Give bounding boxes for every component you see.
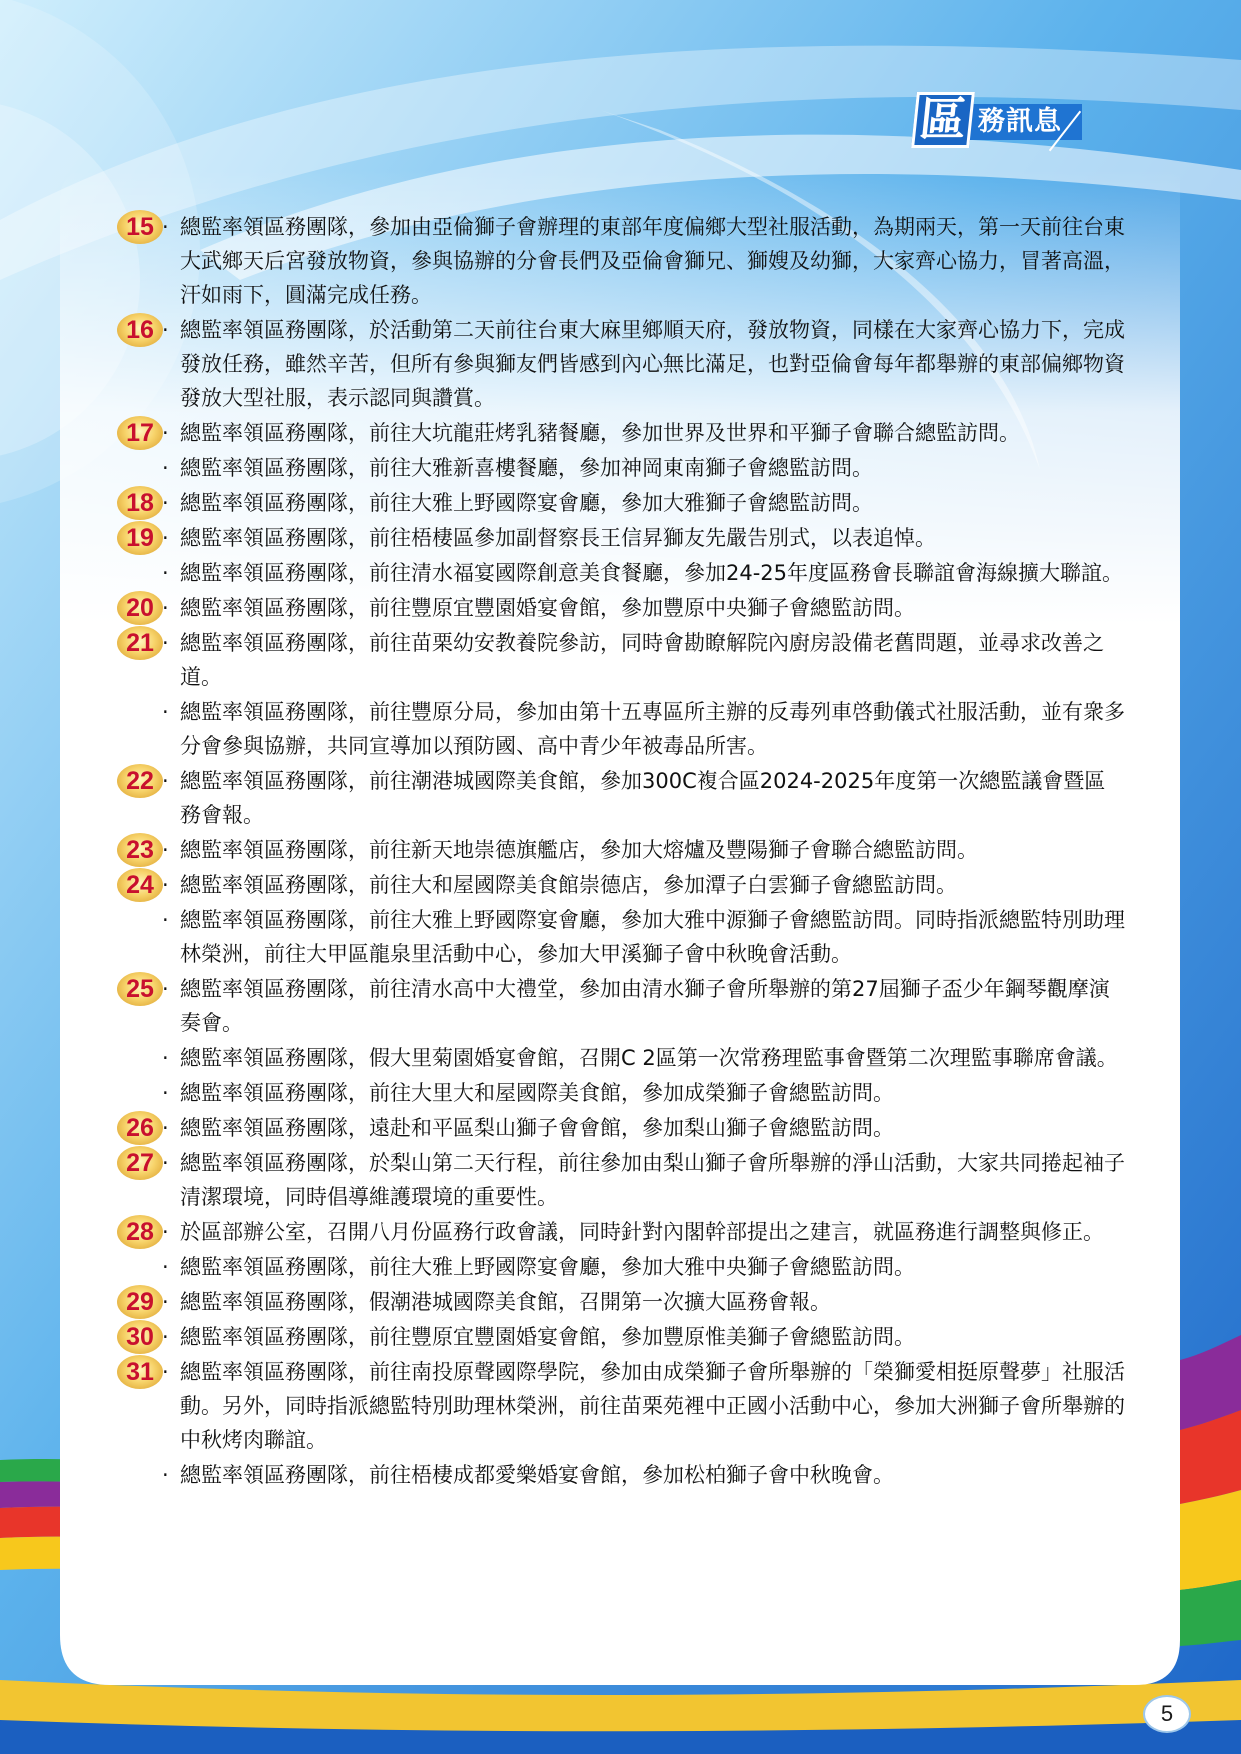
activity-text: 總監率領區務團隊，於梨山第二天行程，前往參加由梨山獅子會所舉辦的淨山活動，大家共同捲起袖子清潔環境，同時倡導維護環境的重要性。 [180, 1151, 1125, 1209]
day-number-badge: 18 [117, 486, 163, 520]
activity-item [162, 1458, 1125, 1492]
bullet-icon: · [162, 908, 169, 932]
activity-item [162, 486, 1125, 520]
day-number-badge: 26 [117, 1111, 163, 1145]
activity-text: 總監率領區務團隊，前往梧棲成都愛樂婚宴會館，參加松柏獅子會中秋晚會。 [180, 1463, 894, 1487]
activity-text: 於區部辦公室，召開八月份區務行政會議，同時針對內閣幹部提出之建言，就區務進行調整與修正。 [180, 1220, 1104, 1244]
day-number-badge: 31 [117, 1355, 163, 1389]
bullet-icon: · [162, 318, 169, 342]
day-number-badge: 21 [117, 626, 163, 660]
day-number-badge: 23 [117, 833, 163, 867]
section-title-initial: 區 [911, 92, 975, 148]
activity-log [110, 204, 1125, 1493]
activity-text: 總監率領區務團隊，前往大坑龍莊烤乳豬餐廳，參加世界及世界和平獅子會聯合總監訪問。 [180, 421, 1020, 445]
bullet-icon: · [162, 769, 169, 793]
bullet-icon: · [162, 1220, 169, 1244]
day-entry [110, 833, 1125, 867]
activity-item [162, 695, 1125, 763]
activity-text: 總監率領區務團隊，於活動第二天前往台東大麻里鄉順天府，發放物資，同樣在大家齊心協力下，完成發放任務，雖然辛苦，但所有參與獅友們皆感到內心無比滿足，也對亞倫會每年都舉辦的東部偏鄉物資發放大型社服，表示認同與讚賞。 [180, 318, 1125, 410]
activity-item [162, 868, 1125, 902]
activity-text: 總監率領區務團隊，前往清水高中大禮堂，參加由清水獅子會所舉辦的第27屆獅子盃少年鋼琴觀摩演奏會。 [180, 977, 1110, 1035]
activity-item [162, 1215, 1125, 1249]
activity-item [162, 764, 1125, 832]
activity-item [162, 972, 1125, 1040]
bullet-icon: · [162, 631, 169, 655]
day-number-badge: 27 [117, 1146, 163, 1180]
activity-text: 總監率領區務團隊，前往苗栗幼安教養院參訪，同時會勘瞭解院內廚房設備老舊問題，並尋求改善之道。 [180, 631, 1104, 689]
day-entry [110, 486, 1125, 520]
bullet-icon: · [162, 838, 169, 862]
day-number-badge: 15 [117, 210, 163, 244]
activity-text: 總監率領區務團隊，前往大和屋國際美食館崇德店，參加潭子白雲獅子會總監訪問。 [180, 873, 957, 897]
activity-text: 總監率領區務團隊，前往梧棲區參加副督察長王信昇獅友先嚴告別式，以表追悼。 [180, 526, 936, 550]
day-number-badge: 29 [117, 1285, 163, 1319]
day-number-badge: 20 [117, 591, 163, 625]
day-entry [110, 626, 1125, 763]
day-number-badge: 25 [117, 972, 163, 1006]
bullet-icon: · [162, 491, 169, 515]
page-number: 5 [1143, 1695, 1191, 1733]
bullet-icon: · [162, 873, 169, 897]
activity-text: 總監率領區務團隊，假大里菊園婚宴會館，召開C 2區第一次常務理監事會暨第二次理監事聯席會議。 [180, 1046, 1118, 1070]
bullet-icon: · [162, 1116, 169, 1140]
day-entry [110, 210, 1125, 312]
activity-item [162, 626, 1125, 694]
activity-text: 總監率領區務團隊，前往豐原分局，參加由第十五專區所主辦的反毒列車啓動儀式社服活動，並有衆多分會參與協辦，共同宣導加以預防國、高中青少年被毒品所害。 [180, 700, 1125, 758]
day-entry [110, 868, 1125, 971]
bullet-icon: · [162, 456, 169, 480]
activity-item [162, 1111, 1125, 1145]
day-number-badge: 30 [117, 1320, 163, 1354]
bullet-icon: · [162, 1151, 169, 1175]
bullet-icon: · [162, 1360, 169, 1384]
activity-item [162, 210, 1125, 312]
activity-text: 總監率領區務團隊，假潮港城國際美食館，召開第一次擴大區務會報。 [180, 1290, 831, 1314]
bullet-icon: · [162, 977, 169, 1001]
activity-text: 總監率領區務團隊，前往大雅新喜樓餐廳，參加神岡東南獅子會總監訪問。 [180, 456, 873, 480]
activity-item [162, 451, 1125, 485]
day-entry [110, 972, 1125, 1110]
day-entry [110, 416, 1125, 485]
activity-item [162, 903, 1125, 971]
day-entry [110, 591, 1125, 625]
activity-text: 總監率領區務團隊，前往潮港城國際美食館，參加300C複合區2024-2025年度第一次總監議會暨區務會報。 [180, 769, 1106, 827]
day-number-badge: 19 [117, 521, 163, 555]
day-number-badge: 17 [117, 416, 163, 450]
day-entry [110, 1355, 1125, 1492]
activity-text: 總監率領區務團隊，前往豐原宜豐園婚宴會館，參加豐原中央獅子會總監訪問。 [180, 596, 915, 620]
activity-item [162, 1146, 1125, 1214]
bullet-icon: · [162, 561, 169, 585]
activity-item [162, 1320, 1125, 1354]
activity-item [162, 1041, 1125, 1075]
day-entry [110, 521, 1125, 590]
day-number-badge: 22 [117, 764, 163, 798]
bullet-icon: · [162, 700, 169, 724]
activity-text: 總監率領區務團隊，前往大雅上野國際宴會廳，參加大雅中源獅子會總監訪問。同時指派總監特別助理林榮洲，前往大甲區龍泉里活動中心，參加大甲溪獅子會中秋晚會活動。 [180, 908, 1125, 966]
activity-item [162, 1250, 1125, 1284]
day-entry [110, 1320, 1125, 1354]
activity-text: 總監率領區務團隊，前往豐原宜豐園婚宴會館，參加豐原惟美獅子會總監訪問。 [180, 1325, 915, 1349]
section-title: 務訊息 [964, 104, 1082, 140]
activity-item [162, 313, 1125, 415]
activity-text: 總監率領區務團隊，前往南投原聲國際學院，參加由成榮獅子會所舉辦的「榮獅愛相挺原聲夢」社服活動。另外，同時指派總監特別助理林榮洲，前往苗栗苑裡中正國小活動中心，參加大洲獅子會所舉辦的中秋烤肉聯誼。 [180, 1360, 1125, 1452]
activity-text: 總監率領區務團隊，前往大雅上野國際宴會廳，參加大雅獅子會總監訪問。 [180, 491, 873, 515]
bullet-icon: · [162, 1463, 169, 1487]
activity-item [162, 416, 1125, 450]
activity-item [162, 833, 1125, 867]
day-entry [110, 1111, 1125, 1145]
bullet-icon: · [162, 1325, 169, 1349]
bullet-icon: · [162, 1046, 169, 1070]
bullet-icon: · [162, 1081, 169, 1105]
day-entry [110, 1285, 1125, 1319]
activity-item [162, 1285, 1125, 1319]
bullet-icon: · [162, 526, 169, 550]
section-header-badge [914, 88, 1104, 150]
activity-text: 總監率領區務團隊，前往新天地崇德旗艦店，參加大熔爐及豐陽獅子會聯合總監訪問。 [180, 838, 978, 862]
activity-text: 總監率領區務團隊，遠赴和平區梨山獅子會會館，參加梨山獅子會總監訪問。 [180, 1116, 894, 1140]
activity-item [162, 556, 1125, 590]
day-entry [110, 313, 1125, 415]
bullet-icon: · [162, 1290, 169, 1314]
day-entry [110, 1146, 1125, 1214]
bullet-icon: · [162, 1255, 169, 1279]
day-number-badge: 28 [117, 1215, 163, 1249]
activity-item [162, 1076, 1125, 1110]
activity-text: 總監率領區務團隊，前往大里大和屋國際美食館，參加成榮獅子會總監訪問。 [180, 1081, 894, 1105]
bullet-icon: · [162, 421, 169, 445]
day-entry [110, 1215, 1125, 1284]
activity-text: 總監率領區務團隊，參加由亞倫獅子會辦理的東部年度偏鄉大型社服活動，為期兩天，第一天前往台東大武鄉天后宮發放物資，參與協辦的分會長們及亞倫會獅兄、獅嫂及幼獅，大家齊心協力，冒著高溫，汗如雨下，圓滿完成任務。 [180, 215, 1125, 307]
day-number-badge: 24 [117, 868, 163, 902]
bullet-icon: · [162, 215, 169, 239]
bullet-icon: · [162, 596, 169, 620]
activity-item [162, 1355, 1125, 1457]
activity-item [162, 521, 1125, 555]
activity-text: 總監率領區務團隊，前往清水福宴國際創意美食餐廳，參加24-25年度區務會長聯誼會海線擴大聯誼。 [180, 561, 1124, 585]
activity-item [162, 591, 1125, 625]
day-entry [110, 764, 1125, 832]
activity-text: 總監率領區務團隊，前往大雅上野國際宴會廳，參加大雅中央獅子會總監訪問。 [180, 1255, 915, 1279]
day-number-badge: 16 [117, 313, 163, 347]
